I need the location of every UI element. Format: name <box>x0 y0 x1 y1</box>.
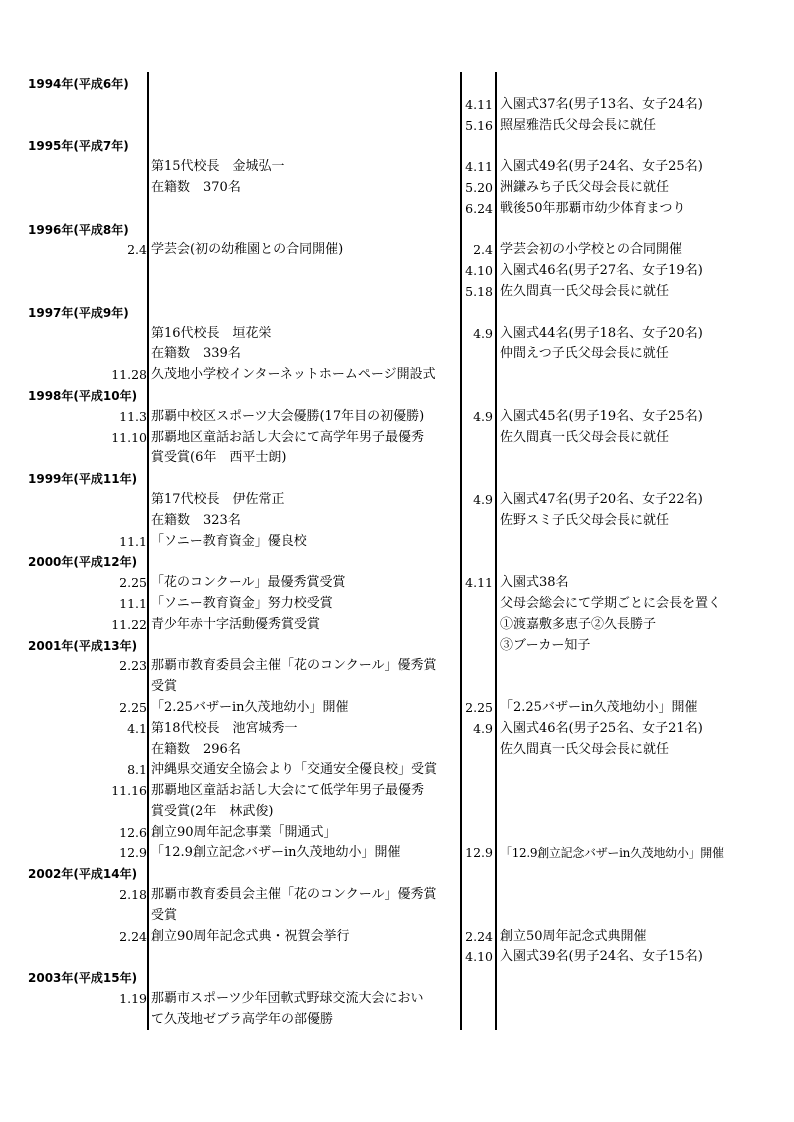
school-event-date: 12.9 <box>119 845 147 861</box>
kindergarten-event-date: 4.11 <box>465 96 493 112</box>
timeline-row <box>0 968 794 989</box>
school-event-date: 11.10 <box>111 429 147 445</box>
kindergarten-event-text: 入園式37名(男子13名、女子24名) <box>500 96 703 112</box>
timeline-row <box>0 802 794 823</box>
timeline-row <box>0 220 794 241</box>
kindergarten-event-text: ③ブーカー知子 <box>500 637 591 653</box>
timeline-row <box>0 178 794 199</box>
timeline-row <box>0 615 794 636</box>
kindergarten-event-text: 仲間えつ子氏父母会長に就任 <box>500 346 669 362</box>
timeline-row <box>0 240 794 261</box>
timeline-row <box>0 1010 794 1031</box>
kindergarten-event-text: 佐久間真一氏父母会長に就任 <box>500 741 670 757</box>
timeline-row <box>0 448 794 469</box>
kindergarten-event-date: 6.24 <box>465 200 493 216</box>
kindergarten-event-date: 12.9 <box>465 845 493 861</box>
kindergarten-event-text: 創立50周年記念式典開催 <box>500 928 647 944</box>
school-event-text: 学芸会(初の幼稚園との合同開催) <box>151 242 344 258</box>
kindergarten-event-date: 4.10 <box>465 949 493 965</box>
kindergarten-event-date: 4.10 <box>465 263 493 279</box>
school-event-date: 2.24 <box>119 928 147 944</box>
kindergarten-event-text: 学芸会初の小学校との合同開催 <box>500 242 683 258</box>
kindergarten-event-text: ①渡嘉敷多恵子②久長勝子 <box>500 616 657 632</box>
year-heading: 2002年(平成14年) <box>28 867 138 882</box>
year-heading: 1995年(平成7年) <box>28 139 129 154</box>
kindergarten-event-text: 佐野スミ子氏父母会長に就任 <box>500 512 670 528</box>
school-event-date: 2.23 <box>119 658 147 674</box>
school-event-text: 受賞 <box>151 679 178 695</box>
kindergarten-event-text: 佐久間真一氏父母会長に就任 <box>500 283 670 299</box>
year-heading: 1997年(平成9年) <box>28 305 129 320</box>
kindergarten-event-date: 4.9 <box>473 408 493 424</box>
kindergarten-event-date: 5.16 <box>465 117 493 133</box>
year-heading: 1998年(平成10年) <box>28 388 138 403</box>
timeline-row <box>0 136 794 157</box>
school-event-text: 在籍数 339名 <box>151 346 241 362</box>
school-event-date: 1.19 <box>119 991 147 1007</box>
timeline-row <box>0 365 794 386</box>
school-event-text: 在籍数 323名 <box>151 512 241 528</box>
school-event-text: 「ソニー教育資金」努力校受賞 <box>151 595 333 611</box>
kindergarten-event-text: 洲鎌みち子氏父母会長に就任 <box>500 179 670 195</box>
timeline-row <box>0 677 794 698</box>
school-event-date: 2.18 <box>119 887 147 903</box>
timeline-row <box>0 116 794 137</box>
timeline-row <box>0 407 794 428</box>
kindergarten-event-date: 2.24 <box>465 928 493 944</box>
school-event-date: 11.3 <box>119 408 147 424</box>
school-event-text: 那覇市教育委員会主催「花のコンクール」優秀賞 <box>151 887 437 903</box>
school-event-text: 受賞 <box>151 907 178 923</box>
school-event-text: て久茂地ゼブラ高学年の部優勝 <box>151 1011 334 1027</box>
timeline-row <box>0 781 794 802</box>
year-heading: 1999年(平成11年) <box>28 472 138 487</box>
school-event-text: 第17代校長 伊佐常正 <box>151 491 285 507</box>
timeline-row <box>0 386 794 407</box>
year-heading: 1994年(平成6年) <box>28 77 129 91</box>
timeline-row <box>0 469 794 490</box>
kindergarten-event-text: 父母会総会にて学期ごとに会長を置く <box>500 595 722 611</box>
school-event-text: 那覇中校区スポーツ大会優勝(17年目の初優勝) <box>151 408 425 424</box>
timeline-row <box>0 261 794 282</box>
school-event-date: 12.6 <box>119 824 147 840</box>
kindergarten-event-text: 「12.9創立記念バザーin久茂地幼小」開催 <box>500 846 724 861</box>
kindergarten-event-text: 佐久間真一氏父母会長に就任 <box>500 429 670 445</box>
kindergarten-event-date: 4.9 <box>473 720 493 736</box>
timeline-row <box>0 511 794 532</box>
school-event-date: 2.25 <box>119 575 147 591</box>
year-heading: 1996年(平成8年) <box>28 222 129 237</box>
timeline-row <box>0 74 794 95</box>
kindergarten-event-text: 戦後50年那覇市幼少体育まつり <box>500 200 686 216</box>
year-heading: 2003年(平成15年) <box>28 971 138 986</box>
timeline-row <box>0 428 794 449</box>
school-event-date: 11.1 <box>119 595 147 611</box>
timeline-row <box>0 760 794 781</box>
school-event-text: 那覇市教育委員会主催「花のコンクール」優秀賞 <box>151 658 437 674</box>
school-event-text: 「2.25バザーin久茂地幼小」開催 <box>151 699 349 715</box>
timeline-row <box>0 656 794 677</box>
timeline-row <box>0 719 794 740</box>
school-event-date: 2.25 <box>119 699 147 715</box>
school-event-text: 「12.9創立記念バザーin久茂地幼小」開催 <box>151 845 401 861</box>
school-event-text: 賞受賞(6年 西平士朗) <box>151 450 287 466</box>
kindergarten-event-text: 入園式47名(男子20名、女子22名) <box>500 491 703 507</box>
school-event-text: 在籍数 370名 <box>151 179 241 195</box>
school-event-text: 第16代校長 垣花栄 <box>151 325 272 341</box>
timeline-row <box>0 906 794 927</box>
school-event-text: 那覇地区童話お話し大会にて高学年男子最優秀 <box>151 429 425 445</box>
school-event-text: 創立90周年記念事業「開通式」 <box>151 824 337 840</box>
kindergarten-event-text: 「2.25バザーin久茂地幼小」開催 <box>500 699 698 715</box>
kindergarten-event-text: 入園式45名(男子19名、女子25名) <box>500 408 703 424</box>
kindergarten-event-date: 2.4 <box>473 242 493 258</box>
timeline-row <box>0 490 794 511</box>
school-event-text: 沖縄県交通安全協会より「交通安全優良校」受賞 <box>151 762 438 778</box>
kindergarten-event-date: 4.11 <box>465 575 493 591</box>
timeline-table <box>0 74 794 1031</box>
timeline-row <box>0 552 794 573</box>
school-event-text: 「ソニー教育資金」優良校 <box>151 533 307 549</box>
school-event-text: 第18代校長 池宮城秀一 <box>151 720 298 736</box>
school-event-text: 在籍数 296名 <box>151 741 241 757</box>
kindergarten-event-date: 5.18 <box>465 283 493 299</box>
timeline-row <box>0 282 794 303</box>
timeline-row <box>0 698 794 719</box>
kindergarten-event-date: 5.20 <box>465 179 493 195</box>
kindergarten-event-date: 2.25 <box>465 699 493 715</box>
kindergarten-event-text: 入園式39名(男子24名、女子15名) <box>500 949 703 965</box>
timeline-row <box>0 157 794 178</box>
timeline-row <box>0 823 794 844</box>
timeline-row <box>0 947 794 968</box>
timeline-row <box>0 95 794 116</box>
kindergarten-event-text: 入園式46名(男子27名、女子19名) <box>500 263 703 279</box>
timeline-row <box>0 344 794 365</box>
kindergarten-event-text: 入園式46名(男子25名、女子21名) <box>500 720 703 736</box>
school-event-date: 11.22 <box>111 616 147 632</box>
school-event-text: 創立90周年記念式典・祝賀会挙行 <box>151 928 350 944</box>
school-event-date: 8.1 <box>127 762 147 778</box>
school-event-date: 11.16 <box>111 783 147 799</box>
timeline-row <box>0 532 794 553</box>
school-event-text: 第15代校長 金城弘一 <box>151 159 285 175</box>
year-heading: 2000年(平成12年) <box>28 555 138 570</box>
kindergarten-event-date: 4.11 <box>465 159 493 175</box>
kindergarten-event-text: 入園式49名(男子24名、女子25名) <box>500 159 703 175</box>
kindergarten-event-text: 入園式44名(男子18名、女子20名) <box>500 325 703 341</box>
school-event-text: 那覇市スポーツ少年団軟式野球交流大会におい <box>151 991 424 1007</box>
school-event-date: 11.28 <box>111 367 147 383</box>
timeline-row <box>0 843 794 864</box>
timeline-row <box>0 864 794 885</box>
timeline-row <box>0 636 794 657</box>
timeline-row <box>0 740 794 761</box>
timeline-row <box>0 594 794 615</box>
school-event-text: 久茂地小学校インターネットホームページ開設式 <box>151 367 436 383</box>
school-event-text: 青少年赤十字活動優秀賞受賞 <box>151 616 321 632</box>
timeline-row <box>0 573 794 594</box>
kindergarten-event-date: 4.9 <box>473 491 493 507</box>
school-event-text: 賞受賞(2年 林武俊) <box>151 803 274 819</box>
timeline-row <box>0 199 794 220</box>
school-event-date: 11.1 <box>119 533 147 549</box>
kindergarten-event-date: 4.9 <box>473 325 493 341</box>
timeline-row <box>0 303 794 324</box>
school-event-date: 4.1 <box>127 720 147 736</box>
timeline-row <box>0 989 794 1010</box>
kindergarten-event-text: 入園式38名 <box>500 575 569 591</box>
year-heading: 2001年(平成13年) <box>28 638 138 653</box>
timeline-row <box>0 324 794 345</box>
timeline-row <box>0 885 794 906</box>
school-event-text: 「花のコンクール」最優秀賞受賞 <box>151 575 346 591</box>
school-event-date: 2.4 <box>127 242 147 258</box>
school-event-text: 那覇地区童話お話し大会にて低学年男子最優秀 <box>151 783 425 799</box>
timeline-row <box>0 927 794 948</box>
kindergarten-event-text: 照屋雅浩氏父母会長に就任 <box>500 117 657 133</box>
